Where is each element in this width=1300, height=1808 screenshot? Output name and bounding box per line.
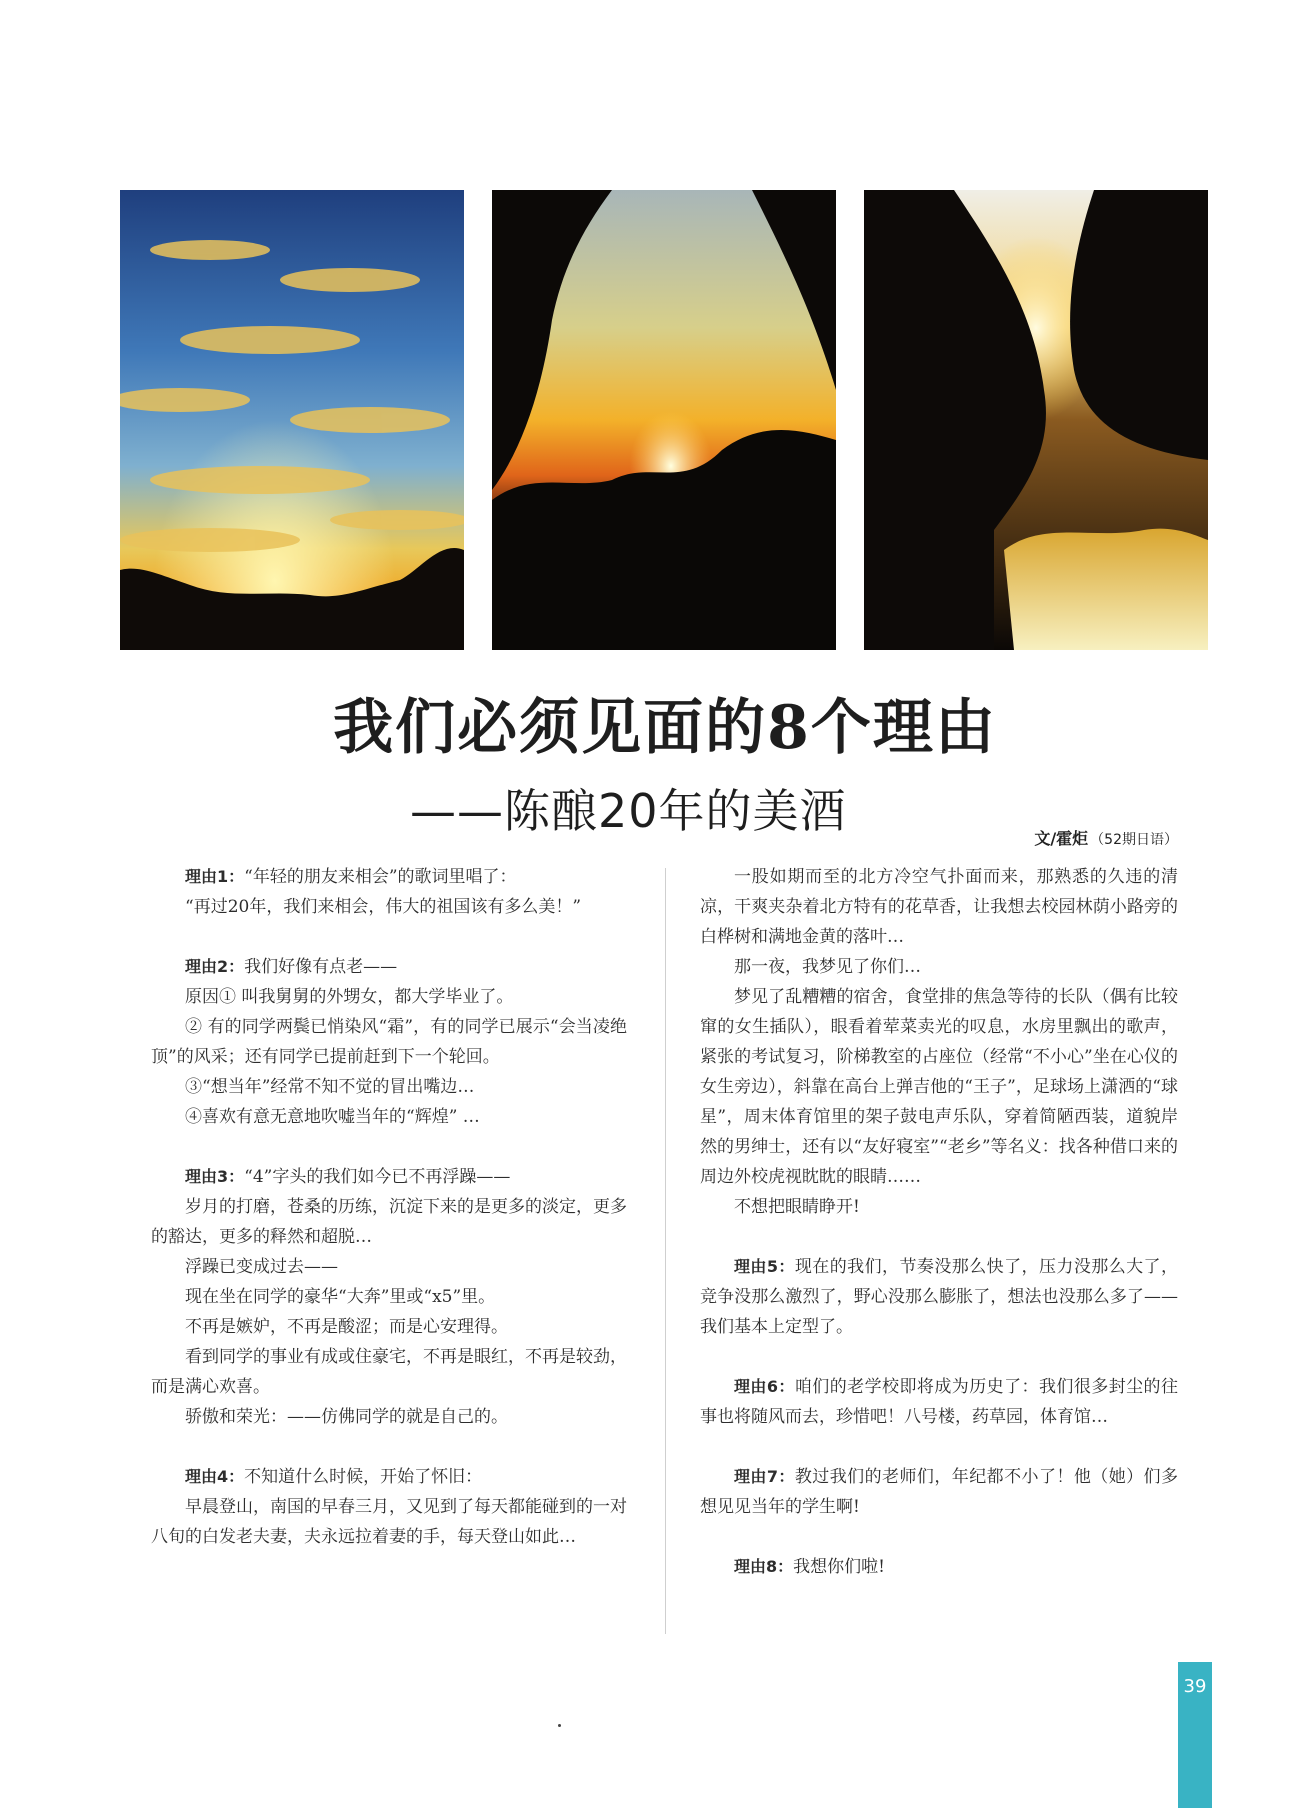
reason-label: 理由7：: [734, 1467, 795, 1486]
body-paragraph: [151, 1282, 627, 1312]
footer-dot: [558, 1724, 561, 1727]
paragraph-text: ② 有的同学两鬓已悄染风“霜”，有的同学已展示“会当凌绝顶”的风采；还有同学已提前赶到下一个轮回。: [151, 1017, 627, 1067]
paragraph-text: “4”字头的我们如今已不再浮躁——: [244, 1167, 511, 1187]
body-paragraph: [700, 952, 1178, 982]
sunset-through-trees-photo: [492, 190, 836, 650]
paragraph-text: “年轻的朋友来相会”的歌词里唱了：: [244, 867, 517, 887]
paragraph-text: 不想把眼睛睁开!: [734, 1197, 860, 1217]
body-paragraph: [151, 1072, 627, 1102]
paragraph-text: 不知道什么时候，开始了怀旧：: [244, 1467, 483, 1487]
body-paragraph: [151, 1312, 627, 1342]
sunrise-clouds-photo: [120, 190, 464, 650]
paragraph-text: 现在坐在同学的豪华“大奔”里或“x5”里。: [185, 1287, 496, 1307]
body-paragraph: [700, 1192, 1178, 1222]
body-paragraph: [151, 982, 627, 1012]
paragraph-text: 原因① 叫我舅舅的外甥女，都大学毕业了。: [185, 987, 514, 1007]
paragraph-gap: [151, 922, 627, 952]
author-name: 文/霍炬: [1034, 829, 1089, 848]
body-paragraph: [151, 1492, 627, 1552]
paragraph-text: 岁月的打磨，苍桑的历练，沉淀下来的是更多的淡定，更多的豁达，更多的释然和超脱…: [151, 1197, 627, 1247]
paragraph-gap: [700, 1342, 1178, 1372]
paragraph-text: 梦见了乱糟糟的宿舍，食堂排的焦急等待的长队（偶有比较窜的女生插队），眼看着荤菜卖光的叹息，水房里飘出的歌声，紧张的考试复习，阶梯教室的占座位（经常“不小心”坐在心仪的女生旁边），斜靠在高台上弹吉他的“王子”，足球场上潇洒的“球星”，周末体育馆里的架子鼓电声乐队，穿着简陋西装，道貌岸然的男绅士，还有以“友好寝室”“老乡”等名义：找各种借口来的周边外校虎视眈眈的眼睛……: [700, 987, 1178, 1187]
reason-label: 理由5：: [734, 1257, 795, 1276]
paragraph-text: 咱们的老学校即将成为历史了：我们很多封尘的往事也将随风而去，珍惜吧！八号楼，药草园，体育馆…: [700, 1377, 1178, 1427]
reason-label: 理由6：: [734, 1377, 795, 1396]
paragraph-text: 不再是嫉妒，不再是酸涩；而是心安理得。: [185, 1317, 508, 1337]
right-column: [700, 862, 1178, 1582]
paragraph-text: 我想你们啦!: [793, 1557, 885, 1577]
paragraph-text: ④喜欢有意无意地吹嘘当年的“辉煌” …: [185, 1107, 480, 1127]
paragraph-text: 教过我们的老师们，年纪都不小了！他（她）们多想见见当年的学生啊!: [700, 1467, 1178, 1517]
reason-label: 理由8：: [734, 1557, 794, 1576]
paragraph-text: 骄傲和荣光：——仿佛同学的就是自己的。: [185, 1407, 508, 1427]
body-paragraph: [151, 1012, 627, 1072]
reason-paragraph: [700, 1552, 1178, 1582]
body-paragraph: [151, 1192, 627, 1252]
body-paragraph: [151, 1102, 627, 1132]
reason-label: 理由2：: [185, 957, 245, 976]
body-paragraph: [700, 982, 1178, 1192]
reason-paragraph: [700, 1252, 1178, 1342]
reason-paragraph: [151, 952, 627, 982]
body-paragraph: [151, 1402, 627, 1432]
reason-paragraph: [151, 1162, 627, 1192]
article-subtitle: ——陈酿20年的美酒: [410, 784, 847, 838]
sunset-over-pond-photo: [864, 190, 1208, 650]
article-title: 我们必须见面的8个理由: [333, 693, 997, 763]
paragraph-text: 一股如期而至的北方冷空气扑面而来，那熟悉的久违的清凉，干爽夹杂着北方特有的花草香，让我想去校园林荫小路旁的白桦树和满地金黄的落叶…: [700, 867, 1178, 947]
reason-paragraph: [700, 1462, 1178, 1522]
page-number-tab: [1178, 1662, 1212, 1808]
body-paragraph: [151, 1342, 627, 1402]
paragraph-gap: [700, 1432, 1178, 1462]
column-divider: [665, 868, 666, 1634]
paragraph-text: 那一夜，我梦见了你们…: [734, 957, 921, 977]
body-paragraph: [151, 892, 627, 922]
reason-label: 理由1：: [185, 867, 245, 886]
paragraph-gap: [151, 1132, 627, 1162]
reason-label: 理由3：: [185, 1167, 245, 1186]
paragraph-gap: [700, 1222, 1178, 1252]
author-issue: （52期日语）: [1090, 832, 1178, 848]
paragraph-text: 现在的我们，节奏没那么快了，压力没那么大了，竞争没那么激烈了，野心没那么膨胀了，想法也没那么多了——我们基本上定型了。: [700, 1257, 1178, 1337]
reason-paragraph: [151, 862, 627, 892]
paragraph-text: “再过20年，我们来相会，伟大的祖国该有多么美！”: [185, 897, 582, 917]
paragraph-gap: [151, 1432, 627, 1462]
reason-paragraph: [700, 1372, 1178, 1432]
paragraph-text: 浮躁已变成过去——: [185, 1257, 338, 1277]
reason-paragraph: [151, 1462, 627, 1492]
byline: [1034, 826, 1178, 849]
paragraph-text: 早晨登山，南国的早春三月，又见到了每天都能碰到的一对八旬的白发老夫妻，夫永远拉着妻的手，每天登山如此…: [151, 1497, 627, 1547]
paragraph-text: 我们好像有点老——: [244, 957, 398, 977]
left-column: [151, 862, 627, 1552]
body-paragraph: [700, 862, 1178, 952]
paragraph-text: 看到同学的事业有成或住豪宅，不再是眼红，不再是较劲，而是满心欢喜。: [151, 1347, 627, 1397]
paragraph-text: ③“想当年”经常不知不觉的冒出嘴边…: [185, 1077, 475, 1097]
page-number: 39: [1183, 1676, 1207, 1697]
body-paragraph: [151, 1252, 627, 1282]
reason-label: 理由4：: [185, 1467, 245, 1486]
paragraph-gap: [700, 1522, 1178, 1552]
